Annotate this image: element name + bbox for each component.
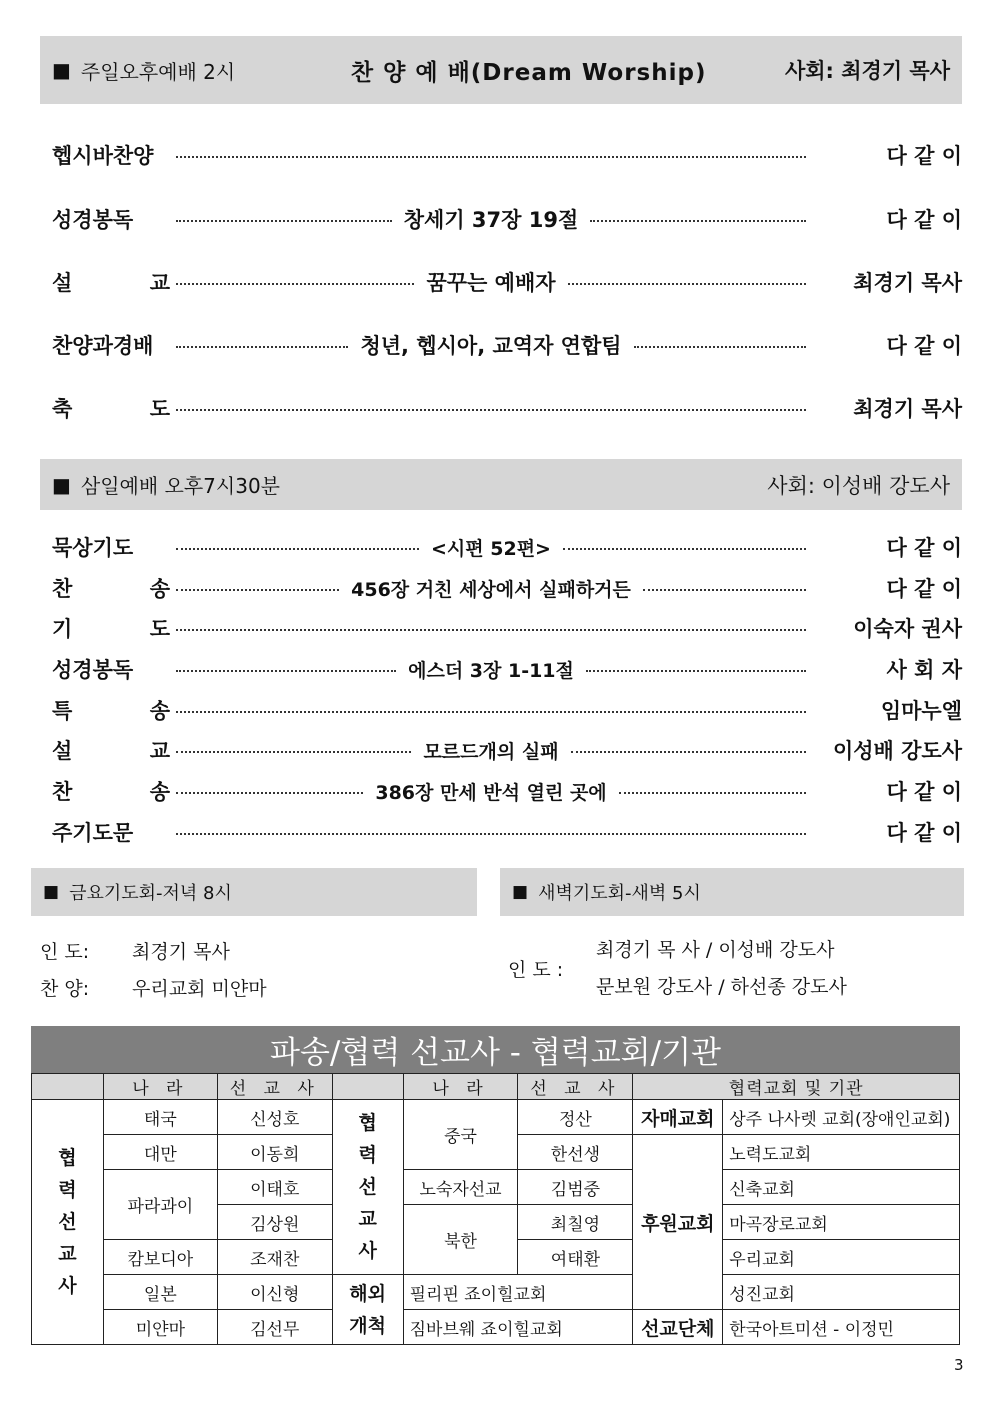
- leader-dots: [590, 220, 806, 222]
- country-cell: 태국: [103, 1100, 217, 1135]
- leader-dots: [571, 751, 806, 753]
- dawn-lead-label: 인 도 :: [508, 959, 564, 981]
- order-label: 묵상기도: [52, 536, 134, 560]
- support-church: 마곡장로교회: [723, 1205, 960, 1240]
- order-row: [52, 267, 962, 297]
- leader-dots: [176, 220, 392, 222]
- missions-table: [31, 1073, 960, 1345]
- order-label: 성경봉독: [52, 208, 134, 232]
- table-row: [32, 1275, 960, 1310]
- leader-dots: [176, 833, 806, 835]
- leader-dots: [634, 346, 806, 348]
- order-label: 성경봉독: [52, 658, 134, 682]
- dawn-header-title: 새벽기도회-새벽 5시: [538, 883, 701, 904]
- order-row: [52, 695, 962, 725]
- order-label: 축 도: [52, 397, 170, 421]
- header-country-1: 나 라: [103, 1074, 217, 1100]
- overseas-church: 짐바브웨 죠이힐교회: [403, 1310, 633, 1345]
- order-detail: 모르드개의 실패: [423, 740, 559, 763]
- country-cell: 노숙자선교: [403, 1170, 518, 1205]
- missionary-cell: 정산: [518, 1100, 633, 1135]
- table-row: [32, 1100, 960, 1135]
- group-label-text: 해외 개척: [349, 1282, 386, 1337]
- country-cell: 북한: [403, 1205, 518, 1275]
- order-label: 기 도: [52, 617, 170, 641]
- square-bullet-icon: ■: [512, 882, 529, 902]
- sister-church-label: 자매교회: [633, 1100, 723, 1135]
- dawn-line2: 문보원 강도사 / 하선종 강도사: [596, 976, 847, 998]
- leader-dots: [176, 629, 806, 631]
- order-person: 다 같 이: [886, 208, 962, 232]
- sunday-header: [40, 36, 962, 104]
- wednesday-header-left: 삼일예배 오후7시30분: [80, 474, 280, 498]
- missionary-cell: 이동희: [217, 1135, 332, 1170]
- square-bullet-icon: ■: [52, 472, 71, 497]
- order-person: 다 같 이: [886, 821, 962, 845]
- friday-header-title: 금요기도회-저녁 8시: [69, 883, 232, 904]
- order-person: 사 회 자: [886, 658, 962, 682]
- leader-dots: [176, 409, 806, 411]
- missionary-cell: 신성호: [217, 1100, 332, 1135]
- order-row: [52, 654, 962, 684]
- support-church-label: 후원교회: [633, 1135, 723, 1310]
- friday-lead-value: 최경기 목사: [132, 941, 230, 963]
- order-row: [52, 204, 962, 234]
- group-label-text: 협 력 선 교 사: [58, 1147, 77, 1297]
- missionary-cell: 한선생: [518, 1135, 633, 1170]
- order-label: 설 교: [52, 739, 170, 763]
- leader-dots: [619, 792, 806, 794]
- friday-praise-label: 찬 양:: [40, 978, 90, 1000]
- sunday-header-title: 찬 양 예 배(Dream Worship): [350, 59, 707, 86]
- group-label-2: [332, 1100, 403, 1275]
- table-row: [32, 1170, 960, 1205]
- order-label: 설 교: [52, 271, 170, 295]
- friday-lead: [40, 937, 230, 964]
- friday-header: [31, 868, 477, 916]
- missionary-cell: 이신형: [217, 1275, 332, 1310]
- sunday-header-left: 주일오후예배 2시: [80, 59, 236, 84]
- leader-dots: [176, 751, 411, 753]
- header-church: 협력교회 및 기관: [633, 1074, 960, 1100]
- support-church: 우리교회: [723, 1240, 960, 1275]
- header-missionary-2: 선 교 사: [518, 1074, 633, 1100]
- table-header-row: [32, 1074, 960, 1100]
- group-label-1: [32, 1100, 104, 1345]
- order-row: [52, 140, 962, 170]
- leader-dots: [176, 283, 414, 285]
- order-row: [52, 330, 962, 360]
- missionary-cell: 김상원: [217, 1205, 332, 1240]
- country-cell: 파라과이: [103, 1170, 217, 1240]
- leader-dots: [176, 792, 363, 794]
- order-detail: 청년, 헵시아, 교역자 연합팀: [360, 334, 622, 358]
- order-detail: 에스더 3장 1-11절: [408, 659, 574, 682]
- leader-dots: [563, 548, 806, 550]
- order-row: [52, 532, 962, 562]
- order-person: 다 같 이: [886, 536, 962, 560]
- order-row: [52, 573, 962, 603]
- order-person: 최경기 목사: [853, 271, 962, 295]
- order-row: [52, 817, 962, 847]
- leader-dots: [176, 711, 806, 713]
- order-label: 헵시바찬양: [52, 144, 154, 168]
- country-cell: 대만: [103, 1135, 217, 1170]
- missions-title: 파송/협력 선교사 - 협력교회/기관: [31, 1026, 960, 1073]
- order-label: 주기도문: [52, 821, 134, 845]
- support-church: 노력도교회: [723, 1135, 960, 1170]
- square-bullet-icon: ■: [43, 882, 60, 902]
- order-label: 찬양과경배: [52, 334, 154, 358]
- order-person: 다 같 이: [886, 144, 962, 168]
- order-person: 다 같 이: [886, 334, 963, 358]
- order-label: 찬 송: [52, 780, 170, 804]
- order-detail: 꿈꾸는 예배자: [426, 271, 556, 295]
- dawn-header: [500, 868, 964, 916]
- leader-dots: [176, 670, 396, 672]
- order-person: 다 같 이: [886, 780, 962, 804]
- group-label-3: [332, 1275, 403, 1345]
- order-person: 이성배 강도사: [832, 739, 962, 763]
- missionary-cell: 조재찬: [217, 1240, 332, 1275]
- order-row: [52, 776, 962, 806]
- order-person: 최경기 목사: [853, 397, 962, 421]
- wednesday-header: [40, 459, 962, 510]
- page-number: 3: [954, 1356, 964, 1374]
- order-label: 찬 송: [52, 577, 170, 601]
- mission-org: 한국아트미션 - 이정민: [723, 1310, 960, 1345]
- friday-lead-label: 인 도:: [40, 941, 90, 963]
- leader-dots: [176, 589, 339, 591]
- leader-dots: [176, 548, 419, 550]
- friday-praise-value: 우리교회 미얀마: [132, 978, 267, 1000]
- wednesday-header-host: 사회: 이성배 강도사: [767, 473, 950, 498]
- missionary-cell: 김범중: [518, 1170, 633, 1205]
- order-row: [52, 393, 962, 423]
- friday-praise: [40, 974, 267, 1001]
- order-detail: 386장 만세 반석 열린 곳에: [375, 781, 607, 804]
- overseas-church: 필리핀 죠이힐교회: [403, 1275, 633, 1310]
- leader-dots: [586, 670, 806, 672]
- order-person: 이숙자 권사: [853, 617, 962, 641]
- header-country-2: 나 라: [403, 1074, 518, 1100]
- missionary-cell: 김선무: [217, 1310, 332, 1345]
- order-label: 특 송: [52, 699, 170, 723]
- dawn-line1: 최경기 목 사 / 이성배 강도사: [596, 939, 835, 961]
- order-row: [52, 735, 962, 765]
- support-church: 신축교회: [723, 1170, 960, 1205]
- order-person: 임마누엘: [880, 699, 962, 723]
- country-cell: 캄보디아: [103, 1240, 217, 1275]
- square-bullet-icon: ■: [52, 58, 71, 82]
- order-person: 다 같 이: [886, 577, 963, 601]
- country-cell: 중국: [403, 1100, 518, 1170]
- order-detail: 456장 거친 세상에서 실패하거든: [351, 578, 631, 601]
- leader-dots: [643, 589, 806, 591]
- order-detail: <시편 52편>: [431, 537, 551, 560]
- leader-dots: [176, 156, 806, 158]
- country-cell: 미얀마: [103, 1310, 217, 1345]
- country-cell: 일본: [103, 1275, 217, 1310]
- missionary-cell: 여태환: [518, 1240, 633, 1275]
- sister-church: 상주 나사렛 교회(장애인교회): [723, 1100, 960, 1135]
- leader-dots: [568, 283, 806, 285]
- mission-org-label: 선교단체: [633, 1310, 723, 1345]
- missionary-cell: 이태호: [217, 1170, 332, 1205]
- group-label-text: 협 력 선 교 사: [358, 1112, 377, 1262]
- order-row: [52, 613, 962, 643]
- table-row: [32, 1310, 960, 1345]
- order-detail: 창세기 37장 19절: [403, 208, 579, 232]
- header-missionary-1: 선 교 사: [217, 1074, 332, 1100]
- header-blank-2: [332, 1074, 403, 1100]
- missionary-cell: 최칠영: [518, 1205, 633, 1240]
- leader-dots: [176, 346, 348, 348]
- header-blank: [32, 1074, 104, 1100]
- sunday-header-host: 사회: 최경기 목사: [784, 59, 950, 83]
- support-church: 성진교회: [723, 1275, 960, 1310]
